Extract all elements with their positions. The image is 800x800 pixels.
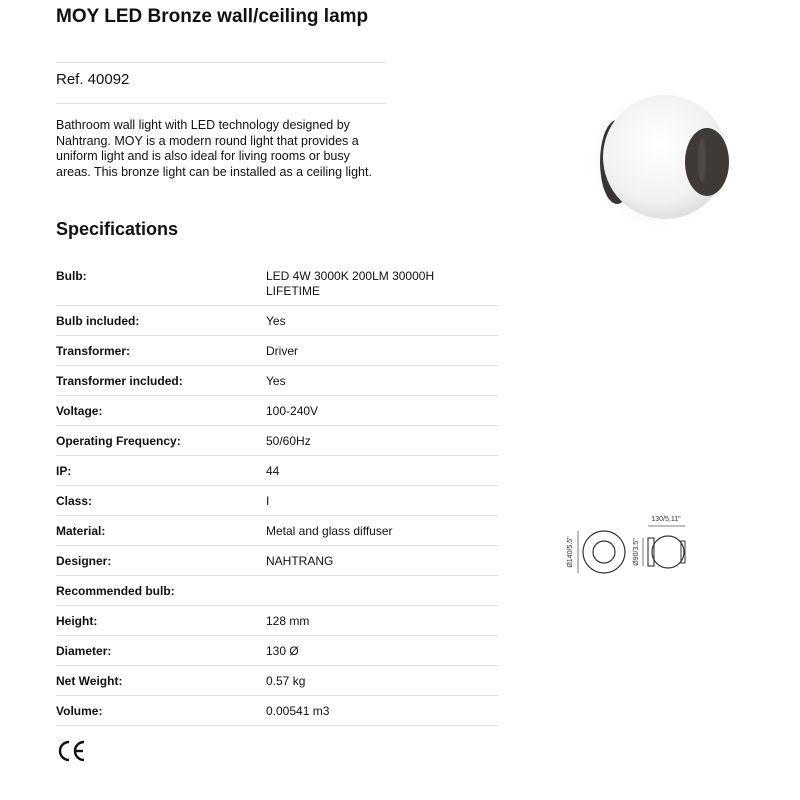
- spec-value: Driver: [266, 344, 298, 358]
- side-dimension-label: Ø90/3.5": [633, 538, 640, 566]
- product-photo: [580, 82, 740, 232]
- spec-label: Transformer:: [56, 344, 131, 358]
- spec-row-diameter: [56, 636, 498, 666]
- spec-label: Material:: [56, 524, 106, 538]
- spec-label: Volume:: [56, 704, 103, 718]
- spec-value: Metal and glass diffuser: [266, 524, 393, 538]
- ce-mark-icon: [56, 738, 86, 764]
- spec-row-volume: [56, 696, 498, 726]
- spec-value: 100-240V: [266, 404, 319, 418]
- spec-label: Designer:: [56, 554, 112, 568]
- spec-value: Yes: [266, 314, 286, 328]
- product-description: Bathroom wall light with LED technology designed by Nahtrang. MOY is a modern round light that provides a uniform light and is also ideal for living rooms or busy areas. This bronze light can be installed as a ceiling light.: [56, 118, 372, 179]
- specifications-table: [56, 261, 498, 726]
- spec-row-height: [56, 606, 498, 636]
- spec-row-transformer: [56, 336, 498, 366]
- spec-row-bulb-included: [56, 306, 498, 336]
- spec-value: 0.00541 m3: [266, 704, 330, 718]
- spec-label: Net Weight:: [56, 674, 123, 688]
- product-ref: Ref. 40092: [56, 71, 130, 88]
- spec-value: NAHTRANG: [266, 554, 334, 568]
- ce-c-shape: [60, 742, 69, 760]
- spec-row-transformer-included: [56, 366, 498, 396]
- spec-value: 44: [266, 464, 280, 478]
- disc-highlight: [698, 138, 706, 182]
- spec-row-voltage: [56, 396, 498, 426]
- divider: [56, 103, 386, 104]
- spec-label: Class:: [56, 494, 93, 508]
- spec-row-designer: [56, 546, 498, 576]
- spec-label: Voltage:: [56, 404, 103, 418]
- spec-label: IP:: [56, 464, 72, 478]
- spec-label: Transformer included:: [56, 374, 183, 388]
- spec-value: 0.57 kg: [266, 674, 306, 688]
- front-inner-circle: [593, 541, 615, 563]
- divider: [56, 62, 386, 63]
- spec-row-class: [56, 486, 498, 516]
- spec-label: Bulb:: [56, 269, 87, 283]
- spec-label: Bulb included:: [56, 314, 140, 328]
- spec-label: Recommended bulb:: [56, 584, 175, 598]
- side-globe: [652, 536, 684, 568]
- spec-label: Diameter:: [56, 644, 112, 658]
- bronze-disc: [685, 128, 729, 196]
- spec-row-material: [56, 516, 498, 546]
- front-dimension-label: Ø140/5.5": [567, 536, 574, 568]
- spec-value: Yes: [266, 374, 286, 388]
- spec-value: LED 4W 3000K 200LM 30000H LIFETIME: [266, 269, 435, 298]
- spec-row-ip: [56, 456, 498, 486]
- spec-label: Operating Frequency:: [56, 434, 181, 448]
- technical-drawing: [560, 512, 700, 592]
- product-title: MOY LED Bronze wall/ceiling lamp: [56, 6, 369, 27]
- spec-row-operating-frequency: [56, 426, 498, 456]
- spec-value: 130 Ø: [266, 644, 299, 658]
- front-outer-circle: [583, 531, 625, 573]
- spec-value: I: [266, 494, 270, 508]
- spec-value: 128 mm: [266, 614, 310, 628]
- spec-row-recommended-bulb: [56, 576, 498, 606]
- spec-value: 50/60Hz: [266, 434, 311, 448]
- spec-row-bulb: [56, 261, 498, 306]
- spec-label: Height:: [56, 614, 98, 628]
- side-wall-plate: [648, 538, 654, 566]
- width-dimension-label: 130/5.11": [651, 516, 681, 523]
- specifications-heading: Specifications: [56, 219, 179, 239]
- spec-row-net-weight: [56, 666, 498, 696]
